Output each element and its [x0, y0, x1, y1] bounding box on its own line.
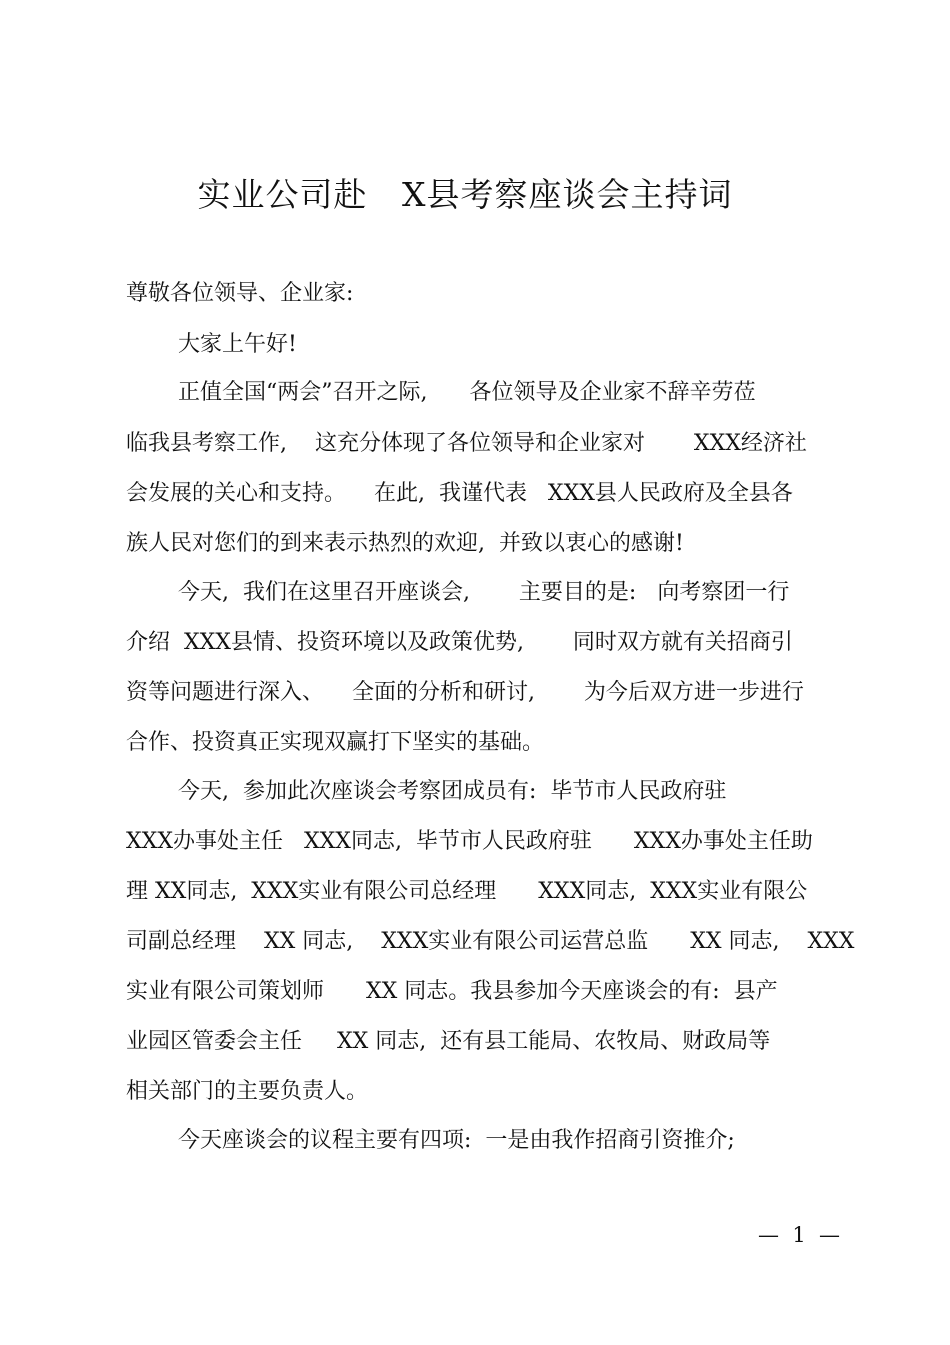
salutation-line: 尊敬各位领导、企业家:: [126, 281, 354, 306]
paragraph-2-line-1: 今天, 我们在这里召开座谈会, 主要目的是: 向考察团一行: [178, 580, 790, 605]
paragraph-3-line-2: XXX办事处主任 XXX同志, 毕节市人民政府驻 XXX办事处主任助: [126, 829, 813, 854]
paragraph-1-line-1: 正值全国“两会”召开之际, 各位领导及企业家不辞辛劳莅: [178, 380, 756, 405]
paragraph-2-line-2: 介绍 XXX县情、投资环境以及政策优势, 同时双方就有关招商引: [126, 630, 793, 655]
paragraph-3-line-7: 相关部门的主要负责人。: [126, 1079, 369, 1104]
paragraph-1-line-4: 族人民对您们的到来表示热烈的欢迎, 并致以衷心的感谢!: [126, 531, 684, 556]
document-title: 实业公司赴 X县考察座谈会主持词: [197, 175, 733, 214]
paragraph-3-line-5: 实业有限公司策划师 XX 同志。我县参加今天座谈会的有: 县产: [126, 979, 778, 1004]
paragraph-3-line-4: 司副总经理 XX 同志, XXX实业有限公司运营总监 XX 同志, XXX: [126, 929, 855, 954]
paragraph-1-line-2: 临我县考察工作, 这充分体现了各位领导和企业家对 XXX经济社: [126, 431, 807, 456]
greeting-line: 大家上午好!: [178, 332, 297, 357]
paragraph-3-line-3: 理 XX同志, XXX实业有限公司总经理 XXX同志, XXX实业有限公: [126, 879, 808, 904]
paragraph-1-line-3: 会发展的关心和支持。 在此, 我谨代表 XXX县人民政府及全县各: [126, 481, 793, 506]
paragraph-3-line-1: 今天, 参加此次座谈会考察团成员有: 毕节市人民政府驻: [178, 779, 727, 804]
paragraph-4-line-1: 今天座谈会的议程主要有四项: 一是由我作招商引资推介;: [178, 1128, 735, 1153]
page-number: — 1 —: [758, 1223, 841, 1247]
paragraph-2-line-4: 合作、投资真正实现双赢打下坚实的基础。: [126, 730, 545, 755]
paragraph-2-line-3: 资等问题进行深入、 全面的分析和研讨, 为今后双方进一步进行: [126, 680, 804, 705]
paragraph-3-line-6: 业园区管委会主任 XX 同志, 还有县工能局、农牧局、财政局等: [126, 1029, 771, 1054]
